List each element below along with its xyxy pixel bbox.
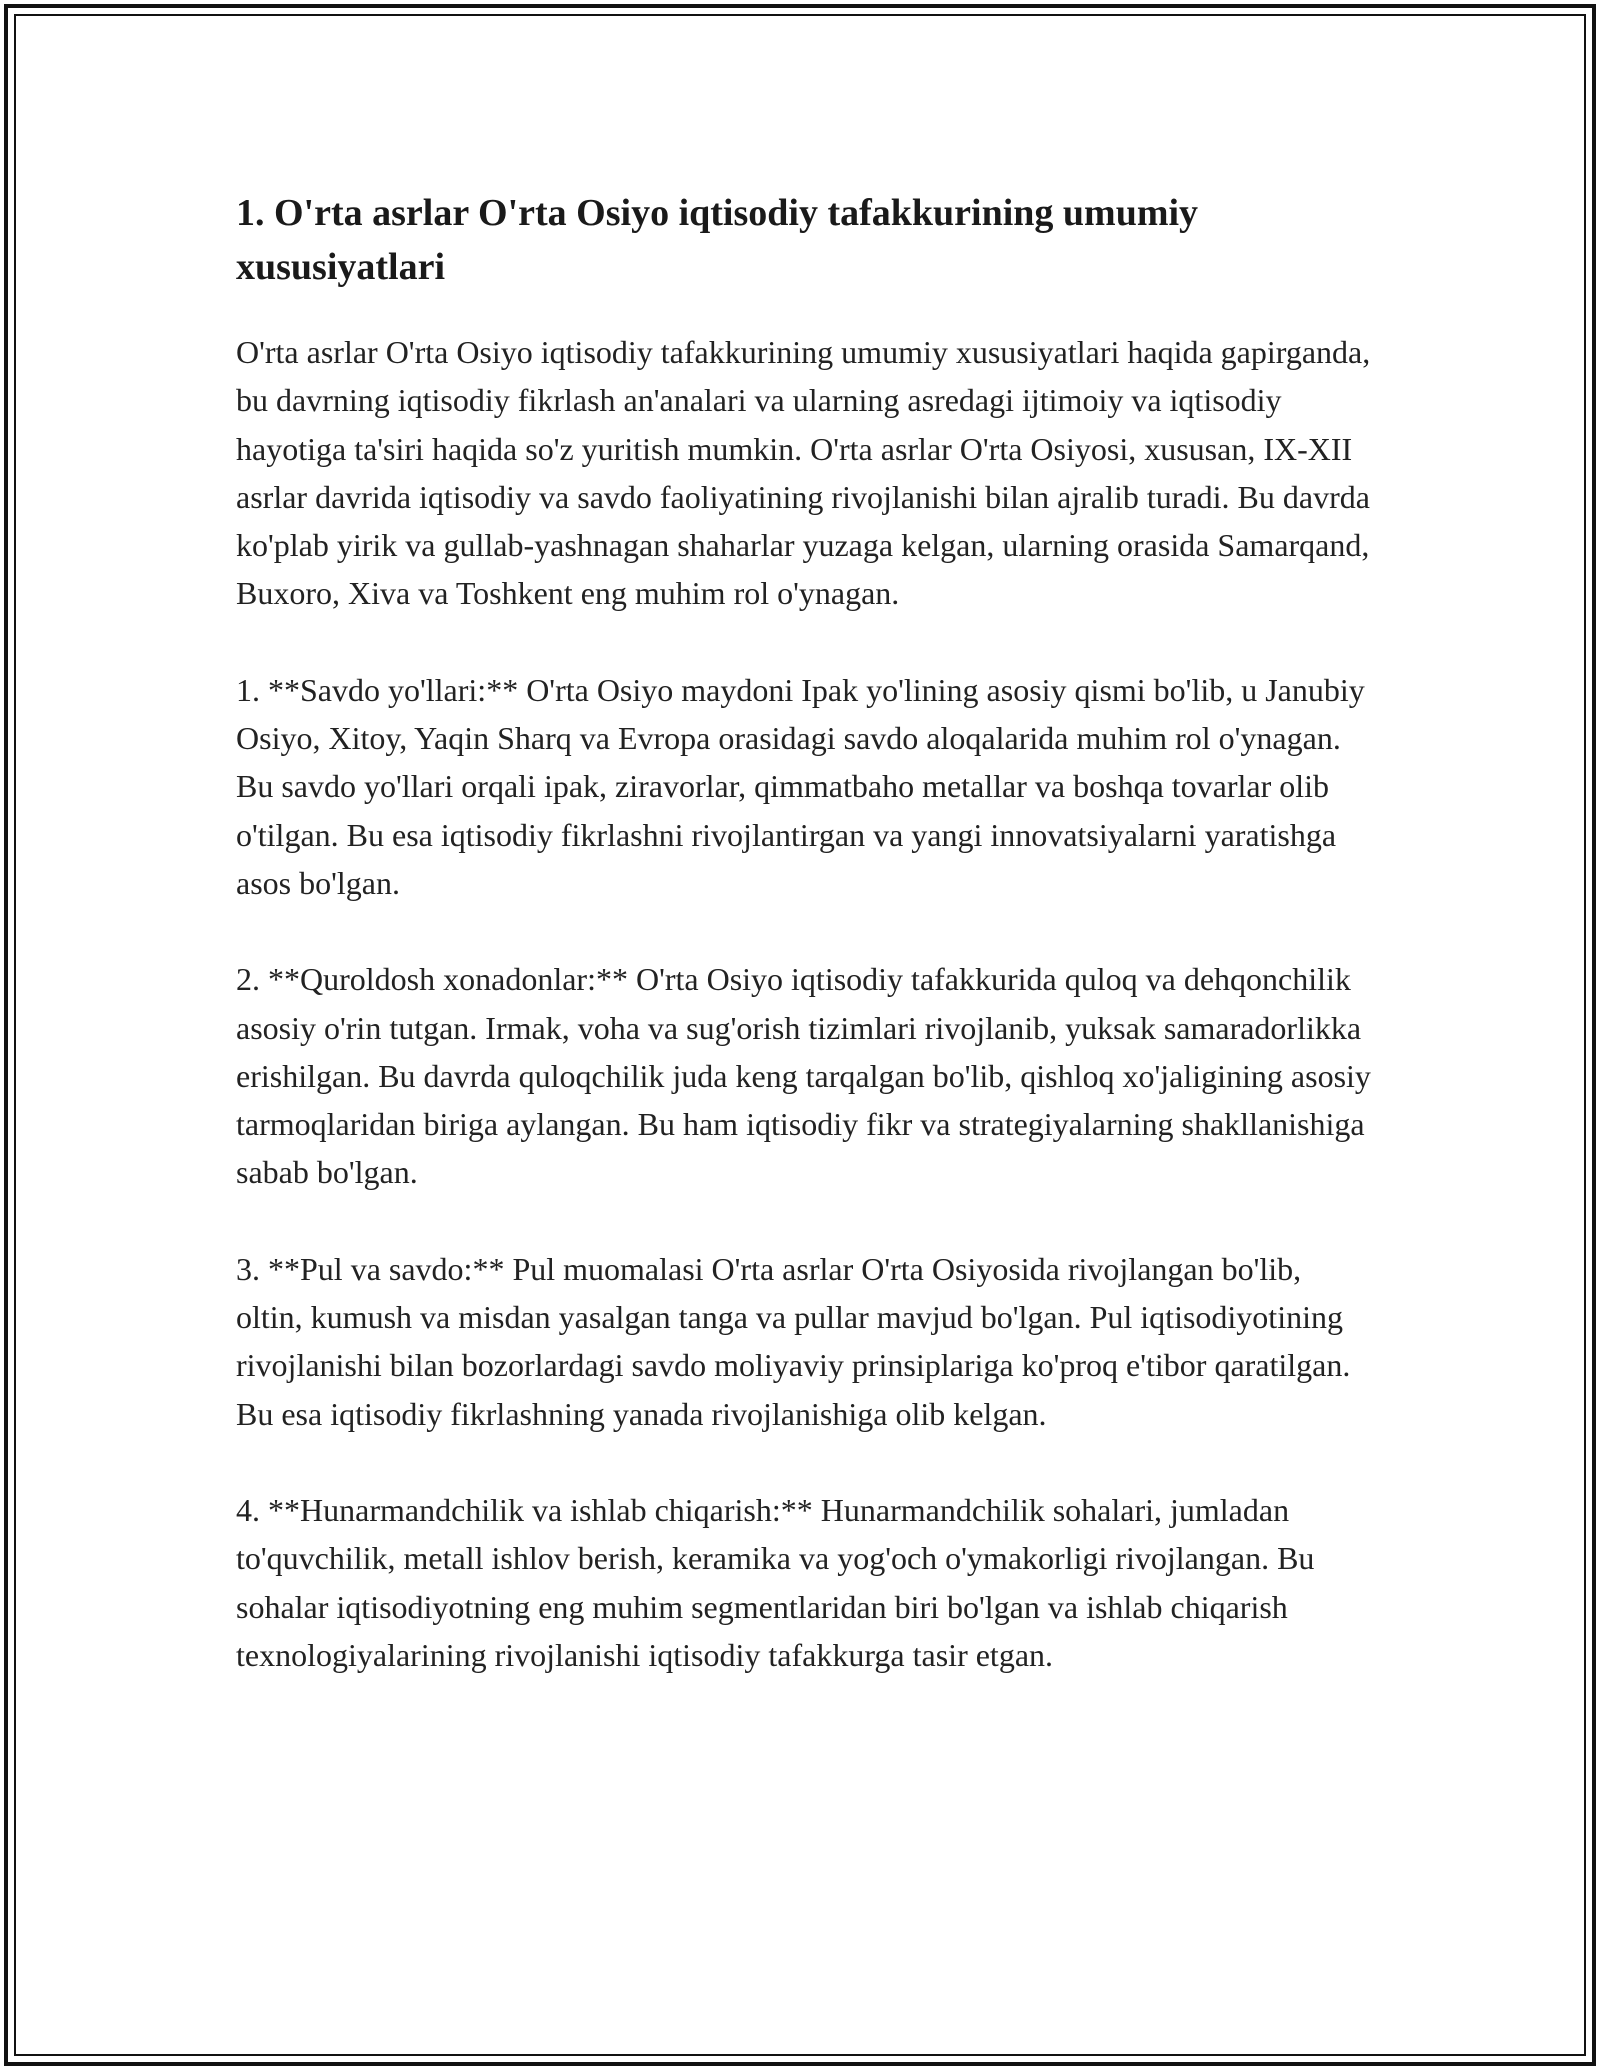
document-title: 1. O'rta asrlar O'rta Osiyo iqtisodiy tafakkurining umumiy xususiyatlari (236, 192, 1199, 288)
paragraph-households: 2. **Quroldosh xonadonlar:** O'rta Osiyo iqtisodiy tafakkurida quloq va dehqonchilik asosiy o'rin tutgan. Irmak, voha va sug'orish tizimlari rivojlanib, yuksak samaradorlikka erishilgan. Bu davrda quloqchilik juda keng tarqalgan bo'lib, qishloq xo'jaligining asosiy tarmoqlaridan biriga aylangan. Bu ham iqtisodiy fikr va strategiyalarning shakllanishiga sabab bo'lgan. (236, 961, 1371, 1191)
paragraph-money-trade: 3. **Pul va savdo:** Pul muomalasi O'rta asrlar O'rta Osiyosida rivojlangan bo'lib, oltin, kumush va misdan yasalgan tanga va pullar mavjud bo'lgan. Pul iqtisodiyotining rivojlanishi bilan bozorlardagi savdo moliyaviy prinsiplariga ko'proq e'tibor qaratilgan. Bu esa iqtisodiy fikrlashning yanada rivojlanishiga olib kelgan. (236, 1250, 1351, 1432)
document-body (236, 186, 1372, 1727)
paragraph-crafts: 4. **Hunarmandchilik va ishlab chiqarish:** Hunarmandchilik sohalari, jumladan to'quvchilik, metall ishlov berish, keramika va yog'och o'ymakorligi rivojlangan. Bu sohalar iqtisodiyotning eng muhim segmentlaridan biri bo'lgan va ishlab chiqarish texnologiyalarining rivojlanishi iqtisodiy tafakkurga tasir etgan. (236, 1491, 1315, 1673)
paragraph-intro: O'rta asrlar O'rta Osiyo iqtisodiy tafakkurining umumiy xususiyatlari haqida gapirganda, bu davrning iqtisodiy fikrlash an'analari va ularning asredagi ijtimoiy va iqtisodiy hayotiga ta'siri haqida so'z yuritish mumkin. O'rta asrlar O'rta Osiyosi, xususan, IX-XII asrlar davrida iqtisodiy va savdo faoliyatining rivojlanishi bilan ajralib turadi. Bu davrda ko'plab yirik va gullab-yashnagan shaharlar yuzaga kelgan, ularning orasida Samarqand, Buxoro, Xiva va Toshkent eng muhim rol o'ynagan. (236, 334, 1371, 612)
paragraph-trade-routes: 1. **Savdo yo'llari:** O'rta Osiyo maydoni Ipak yo'lining asosiy qismi bo'lib, u Janubiy Osiyo, Xitoy, Yaqin Sharq va Evropa orasidagi savdo aloqalarida muhim rol o'ynagan. Bu savdo yo'llari orqali ipak, ziravorlar, qimmatbaho metallar va boshqa tovarlar olib o'tilgan. Bu esa iqtisodiy fikrlashni rivojlantirgan va yangi innovatsiyalarni yaratishga asos bo'lgan. (236, 671, 1365, 901)
